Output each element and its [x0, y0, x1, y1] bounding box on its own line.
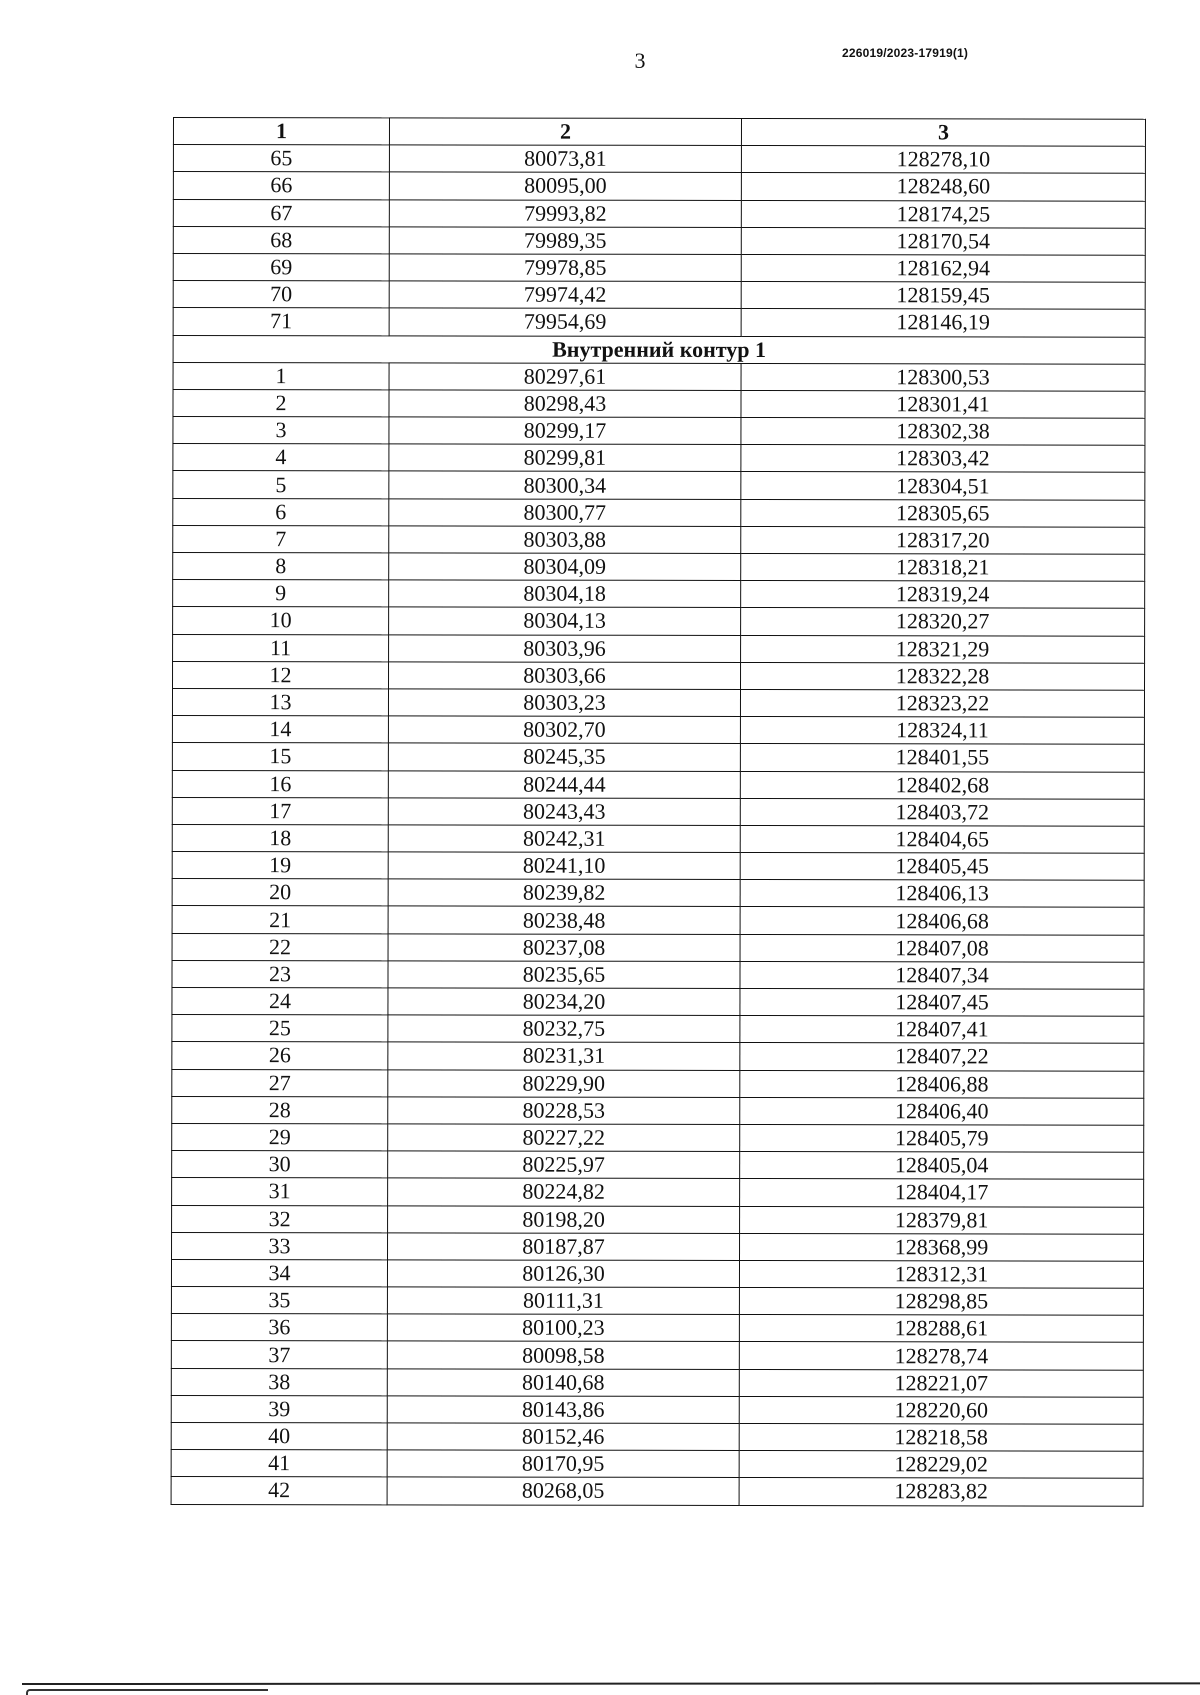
point-number-cell: 15: [172, 743, 388, 771]
x-coordinate-cell: 80303,23: [388, 689, 740, 717]
y-coordinate-cell: 128174,25: [741, 200, 1145, 228]
point-number-cell: 5: [173, 471, 389, 499]
x-coordinate-cell: 80268,05: [387, 1477, 739, 1505]
table-header-row: [173, 118, 1145, 147]
table-row: [172, 1015, 1144, 1044]
table-row: [172, 933, 1144, 962]
point-number-cell: 28: [172, 1096, 388, 1124]
y-coordinate-cell: 128401,55: [740, 744, 1144, 772]
x-coordinate-cell: 80235,65: [388, 961, 740, 989]
point-number-cell: 13: [172, 688, 388, 716]
x-coordinate-cell: 80304,13: [389, 607, 741, 635]
y-coordinate-cell: 128170,54: [741, 227, 1145, 255]
table-row: [172, 1069, 1144, 1098]
x-coordinate-cell: 80224,82: [388, 1178, 740, 1206]
x-coordinate-cell: 79974,42: [389, 281, 741, 309]
y-coordinate-cell: 128406,40: [740, 1097, 1144, 1125]
document-id: 226019/2023-17919(1): [842, 46, 969, 60]
point-number-cell: 20: [172, 879, 388, 907]
point-number-cell: 41: [171, 1450, 387, 1478]
table-row: [173, 308, 1145, 337]
point-number-cell: 69: [173, 253, 389, 281]
x-coordinate-cell: 80245,35: [388, 743, 740, 771]
point-number-cell: 16: [172, 770, 388, 798]
table-row: [172, 852, 1144, 881]
header-cell: 2: [389, 118, 741, 146]
table-row: [172, 716, 1144, 745]
x-coordinate-cell: 80300,77: [389, 499, 741, 527]
point-number-cell: 36: [171, 1314, 387, 1342]
x-coordinate-cell: 80304,18: [389, 580, 741, 608]
table-row: [172, 1205, 1144, 1234]
y-coordinate-cell: 128218,58: [739, 1423, 1143, 1451]
point-number-cell: 9: [173, 580, 389, 608]
table-row: [173, 172, 1145, 201]
y-coordinate-cell: 128402,68: [740, 771, 1144, 799]
y-coordinate-cell: 128301,41: [741, 390, 1145, 418]
y-coordinate-cell: 128406,88: [740, 1070, 1144, 1098]
point-number-cell: 30: [172, 1151, 388, 1179]
y-coordinate-cell: 128320,27: [741, 608, 1145, 636]
y-coordinate-cell: 128318,21: [741, 553, 1145, 581]
footer-mark: [26, 1689, 268, 1695]
table-row: [173, 607, 1145, 636]
y-coordinate-cell: 128368,99: [740, 1233, 1144, 1261]
y-coordinate-cell: 128248,60: [741, 173, 1145, 201]
y-coordinate-cell: 128304,51: [741, 472, 1145, 500]
table-row: [173, 199, 1145, 228]
header-cell: 3: [741, 118, 1145, 146]
x-coordinate-cell: 79989,35: [389, 227, 741, 255]
table-row: [172, 688, 1144, 717]
y-coordinate-cell: 128146,19: [741, 309, 1145, 337]
y-coordinate-cell: 128406,68: [740, 907, 1144, 935]
point-number-cell: 10: [173, 607, 389, 635]
x-coordinate-cell: 80300,34: [389, 471, 741, 499]
point-number-cell: 71: [173, 308, 389, 336]
point-number-cell: 65: [173, 145, 389, 173]
x-coordinate-cell: 80095,00: [389, 172, 741, 200]
table-row: [173, 417, 1145, 446]
point-number-cell: 19: [172, 852, 388, 880]
table-row: [172, 770, 1144, 799]
y-coordinate-cell: 128407,08: [740, 934, 1144, 962]
table-row: [172, 987, 1144, 1016]
point-number-cell: 26: [172, 1042, 388, 1070]
y-coordinate-cell: 128407,41: [740, 1016, 1144, 1044]
x-coordinate-cell: 80299,17: [389, 417, 741, 445]
x-coordinate-cell: 80143,86: [387, 1396, 739, 1424]
x-coordinate-cell: 80241,10: [388, 852, 740, 880]
y-coordinate-cell: 128319,24: [741, 581, 1145, 609]
point-number-cell: 23: [172, 960, 388, 988]
point-number-cell: 66: [173, 172, 389, 200]
table-row: [172, 960, 1144, 989]
x-coordinate-cell: 80073,81: [389, 145, 741, 173]
point-number-cell: 1: [173, 362, 389, 390]
table-row: [171, 1314, 1143, 1343]
point-number-cell: 34: [171, 1259, 387, 1287]
y-coordinate-cell: 128404,65: [740, 825, 1144, 853]
table-row: [172, 1232, 1144, 1261]
x-coordinate-cell: 80303,66: [389, 662, 741, 690]
x-coordinate-cell: 79993,82: [389, 199, 741, 227]
point-number-cell: 67: [173, 199, 389, 227]
y-coordinate-cell: 128405,45: [740, 853, 1144, 881]
y-coordinate-cell: 128324,11: [740, 717, 1144, 745]
point-number-cell: 14: [172, 716, 388, 744]
point-number-cell: 17: [172, 797, 388, 825]
y-coordinate-cell: 128407,22: [740, 1043, 1144, 1071]
table-row: [173, 253, 1145, 282]
x-coordinate-cell: 80100,23: [387, 1314, 739, 1342]
x-coordinate-cell: 80297,61: [389, 363, 741, 391]
y-coordinate-cell: 128302,38: [741, 418, 1145, 446]
table-row: [173, 444, 1145, 473]
y-coordinate-cell: 128404,17: [740, 1179, 1144, 1207]
point-number-cell: 33: [172, 1232, 388, 1260]
x-coordinate-cell: 80126,30: [387, 1260, 739, 1288]
y-coordinate-cell: 128407,45: [740, 988, 1144, 1016]
table-row: [171, 1422, 1143, 1451]
table-row: [172, 1178, 1144, 1207]
y-coordinate-cell: 128403,72: [740, 798, 1144, 826]
table-row: [172, 906, 1144, 935]
table-row: [173, 281, 1145, 310]
table-row: [173, 498, 1145, 527]
y-coordinate-cell: 128288,61: [739, 1315, 1143, 1343]
x-coordinate-cell: 80227,22: [388, 1124, 740, 1152]
y-coordinate-cell: 128229,02: [739, 1451, 1143, 1479]
table-row: [172, 797, 1144, 826]
coordinates-table: [171, 117, 1146, 1506]
x-coordinate-cell: 80303,88: [389, 526, 741, 554]
table-row: [173, 634, 1145, 663]
x-coordinate-cell: 80152,46: [387, 1423, 739, 1451]
x-coordinate-cell: 80187,87: [388, 1233, 740, 1261]
y-coordinate-cell: 128317,20: [741, 526, 1145, 554]
y-coordinate-cell: 128379,81: [740, 1206, 1144, 1234]
table-row: [172, 1151, 1144, 1180]
x-coordinate-cell: 80229,90: [388, 1069, 740, 1097]
outer-contour-rows: [173, 145, 1145, 337]
point-number-cell: 18: [172, 824, 388, 852]
x-coordinate-cell: 79978,85: [389, 254, 741, 282]
table-row: [173, 525, 1145, 554]
point-number-cell: 70: [173, 281, 389, 309]
table-row: [172, 1096, 1144, 1125]
x-coordinate-cell: 80234,20: [388, 988, 740, 1016]
table-row: [172, 879, 1144, 908]
y-coordinate-cell: 128323,22: [740, 689, 1144, 717]
x-coordinate-cell: 80242,31: [388, 825, 740, 853]
table-row: [172, 1123, 1144, 1152]
point-number-cell: 7: [173, 525, 389, 553]
y-coordinate-cell: 128278,74: [739, 1342, 1143, 1370]
point-number-cell: 11: [173, 634, 389, 662]
x-coordinate-cell: 80298,43: [389, 390, 741, 418]
y-coordinate-cell: 128298,85: [739, 1288, 1143, 1316]
section-row: [173, 335, 1145, 364]
y-coordinate-cell: 128407,34: [740, 961, 1144, 989]
table-row: [172, 743, 1144, 772]
point-number-cell: 2: [173, 389, 389, 417]
x-coordinate-cell: 80111,31: [387, 1287, 739, 1315]
table-row: [173, 661, 1145, 690]
x-coordinate-cell: 80239,82: [388, 879, 740, 907]
y-coordinate-cell: 128300,53: [741, 363, 1145, 391]
point-number-cell: 21: [172, 906, 388, 934]
y-coordinate-cell: 128221,07: [739, 1369, 1143, 1397]
point-number-cell: 68: [173, 226, 389, 254]
y-coordinate-cell: 128405,79: [740, 1124, 1144, 1152]
x-coordinate-cell: 80198,20: [388, 1205, 740, 1233]
x-coordinate-cell: 80225,97: [388, 1151, 740, 1179]
page-number: 3: [634, 48, 646, 73]
point-number-cell: 4: [173, 444, 389, 472]
y-coordinate-cell: 128220,60: [739, 1396, 1143, 1424]
x-coordinate-cell: 80098,58: [387, 1341, 739, 1369]
point-number-cell: 8: [173, 553, 389, 581]
table-row: [173, 362, 1145, 391]
point-number-cell: 24: [172, 987, 388, 1015]
x-coordinate-cell: 80228,53: [388, 1097, 740, 1125]
x-coordinate-cell: 80299,81: [389, 444, 741, 472]
table-row: [171, 1477, 1143, 1506]
point-number-cell: 3: [173, 417, 389, 445]
table-row: [171, 1341, 1143, 1370]
x-coordinate-cell: 80232,75: [388, 1015, 740, 1043]
y-coordinate-cell: 128162,94: [741, 254, 1145, 282]
header-cell: 1: [173, 118, 389, 146]
x-coordinate-cell: 80237,08: [388, 934, 740, 962]
point-number-cell: 31: [172, 1178, 388, 1206]
x-coordinate-cell: 79954,69: [389, 308, 741, 336]
y-coordinate-cell: 128303,42: [741, 445, 1145, 473]
table-row: [173, 580, 1145, 609]
y-coordinate-cell: 128283,82: [739, 1478, 1143, 1506]
point-number-cell: 37: [171, 1341, 387, 1369]
x-coordinate-cell: 80243,43: [388, 798, 740, 826]
x-coordinate-cell: 80303,96: [389, 634, 741, 662]
table-row: [171, 1395, 1143, 1424]
table-row: [173, 145, 1145, 174]
y-coordinate-cell: 128321,29: [741, 635, 1145, 663]
section-header: [173, 335, 1145, 364]
point-number-cell: 29: [172, 1123, 388, 1151]
table-row: [172, 1042, 1144, 1071]
table-row: [171, 1368, 1143, 1397]
y-coordinate-cell: 128406,13: [740, 880, 1144, 908]
y-coordinate-cell: 128305,65: [741, 499, 1145, 527]
point-number-cell: 39: [171, 1395, 387, 1423]
y-coordinate-cell: 128405,04: [740, 1152, 1144, 1180]
x-coordinate-cell: 80244,44: [388, 770, 740, 798]
x-coordinate-cell: 80231,31: [388, 1042, 740, 1070]
point-number-cell: 22: [172, 933, 388, 961]
point-number-cell: 25: [172, 1015, 388, 1043]
y-coordinate-cell: 128159,45: [741, 282, 1145, 310]
table-row: [173, 389, 1145, 418]
footer-rule: [22, 1682, 1200, 1685]
point-number-cell: 40: [171, 1422, 387, 1450]
table-row: [173, 226, 1145, 255]
table-row: [171, 1287, 1143, 1316]
point-number-cell: 35: [171, 1287, 387, 1315]
point-number-cell: 42: [171, 1477, 387, 1505]
table-row: [171, 1259, 1143, 1288]
x-coordinate-cell: 80304,09: [389, 553, 741, 581]
table-row: [172, 824, 1144, 853]
point-number-cell: 38: [171, 1368, 387, 1396]
inner-contour-rows: [171, 362, 1145, 1506]
table-row: [171, 1450, 1143, 1479]
point-number-cell: 32: [172, 1205, 388, 1233]
point-number-cell: 6: [173, 498, 389, 526]
x-coordinate-cell: 80238,48: [388, 906, 740, 934]
table-row: [173, 553, 1145, 582]
x-coordinate-cell: 80140,68: [387, 1369, 739, 1397]
point-number-cell: 12: [173, 661, 389, 689]
x-coordinate-cell: 80170,95: [387, 1450, 739, 1478]
y-coordinate-cell: 128322,28: [741, 662, 1145, 690]
point-number-cell: 27: [172, 1069, 388, 1097]
section-title: Внутренний контур 1: [173, 335, 1145, 364]
y-coordinate-cell: 128278,10: [741, 146, 1145, 174]
y-coordinate-cell: 128312,31: [739, 1260, 1143, 1288]
x-coordinate-cell: 80302,70: [388, 716, 740, 744]
table-row: [173, 471, 1145, 500]
